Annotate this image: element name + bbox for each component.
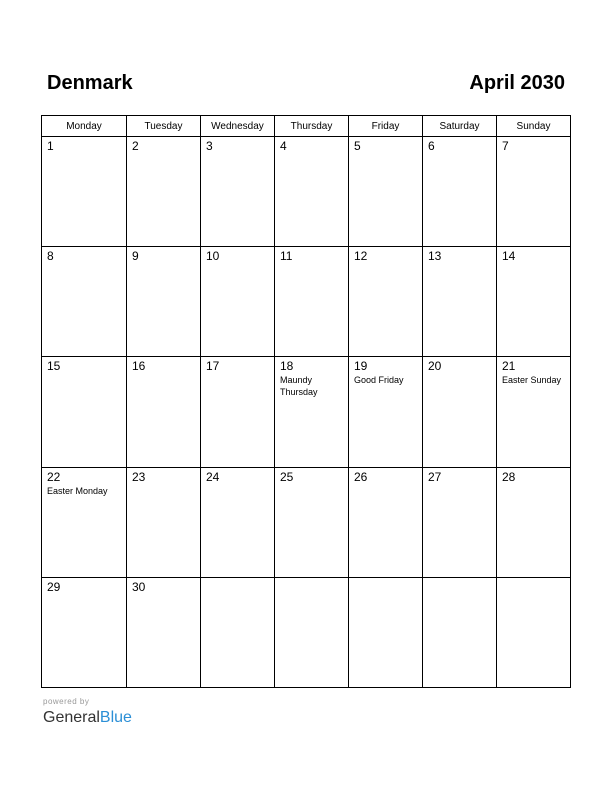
day-cell (275, 467, 349, 577)
day-number: 4 (280, 139, 287, 153)
empty-day-cell (275, 577, 349, 687)
day-number: 2 (132, 139, 139, 153)
day-number: 10 (206, 249, 220, 264)
day-number: 14 (502, 249, 516, 264)
day-cell (42, 357, 127, 467)
day-number: 16 (132, 359, 146, 374)
holiday-label: Easter Sunday (502, 375, 562, 386)
day-cell (127, 137, 201, 247)
day-number: 19 (354, 359, 368, 374)
day-number: 24 (206, 469, 220, 484)
day-cell (201, 247, 275, 357)
calendar-grid (41, 115, 571, 688)
day-cell (423, 137, 497, 247)
day-cell (201, 357, 275, 467)
day-number: 22 (47, 469, 61, 484)
day-cell (275, 137, 349, 247)
empty-day-cell (497, 577, 571, 687)
day-number: 8 (47, 249, 54, 264)
week-row (42, 357, 571, 467)
weekday-wednesday: Wednesday (201, 116, 275, 137)
day-cell (127, 577, 201, 687)
brand-general-text: General (43, 709, 100, 726)
day-cell (497, 247, 571, 357)
day-cell (349, 357, 423, 467)
weekday-monday: Monday (42, 116, 127, 137)
generalblue-logo (43, 708, 132, 728)
day-number: 1 (47, 139, 54, 153)
country-title: Denmark (47, 72, 133, 94)
day-cell (127, 357, 201, 467)
day-number: 15 (47, 359, 61, 374)
week-row (42, 137, 571, 247)
weekday-sunday: Sunday (497, 116, 571, 137)
day-cell (423, 247, 497, 357)
empty-day-cell (423, 577, 497, 687)
day-number: 30 (132, 579, 146, 594)
day-cell (201, 137, 275, 247)
day-cell (42, 137, 127, 247)
day-number: 13 (428, 249, 442, 264)
week-row (42, 247, 571, 357)
holiday-label: Good Friday (354, 375, 404, 386)
day-number: 23 (132, 469, 146, 484)
brand-blue-text: Blue (99, 709, 132, 726)
day-cell (127, 247, 201, 357)
day-number: 12 (354, 249, 368, 264)
day-cell (497, 467, 571, 577)
day-number: 26 (354, 469, 368, 484)
weekday-thursday: Thursday (275, 116, 349, 137)
weekday-tuesday: Tuesday (127, 116, 201, 137)
day-number: 18 (280, 359, 294, 374)
day-cell (497, 137, 571, 247)
day-cell (127, 467, 201, 577)
day-number: 20 (428, 359, 442, 374)
day-cell (42, 467, 127, 577)
day-number: 11 (280, 249, 293, 264)
day-number: 17 (206, 359, 220, 374)
day-number: 7 (502, 139, 509, 153)
day-cell (423, 467, 497, 577)
day-number: 6 (428, 139, 435, 153)
day-number: 27 (428, 469, 442, 484)
day-cell (349, 247, 423, 357)
day-number: 28 (502, 469, 516, 484)
day-number: 21 (502, 359, 516, 374)
day-number: 25 (280, 469, 294, 484)
weekday-saturday: Saturday (423, 116, 497, 137)
day-cell (275, 357, 349, 467)
day-number: 29 (47, 579, 61, 594)
holiday-label: Easter Monday (47, 485, 108, 496)
holiday-label: Maundy Thursday (280, 375, 318, 398)
empty-day-cell (201, 577, 275, 687)
day-cell (42, 247, 127, 357)
day-cell (349, 467, 423, 577)
powered-by-text: powered by (43, 697, 90, 706)
weekday-header-row (42, 116, 571, 137)
weekday-friday: Friday (349, 116, 423, 137)
day-number: 3 (206, 139, 213, 153)
footer-branding (43, 697, 132, 728)
day-cell (349, 137, 423, 247)
day-cell (201, 467, 275, 577)
day-cell (42, 577, 127, 687)
day-number: 5 (354, 139, 361, 153)
week-row (42, 467, 571, 577)
day-number: 9 (132, 249, 139, 264)
empty-day-cell (349, 577, 423, 687)
day-cell (275, 247, 349, 357)
day-cell (497, 357, 571, 467)
month-title: April 2030 (469, 72, 565, 94)
day-cell (423, 357, 497, 467)
week-row (42, 577, 571, 687)
